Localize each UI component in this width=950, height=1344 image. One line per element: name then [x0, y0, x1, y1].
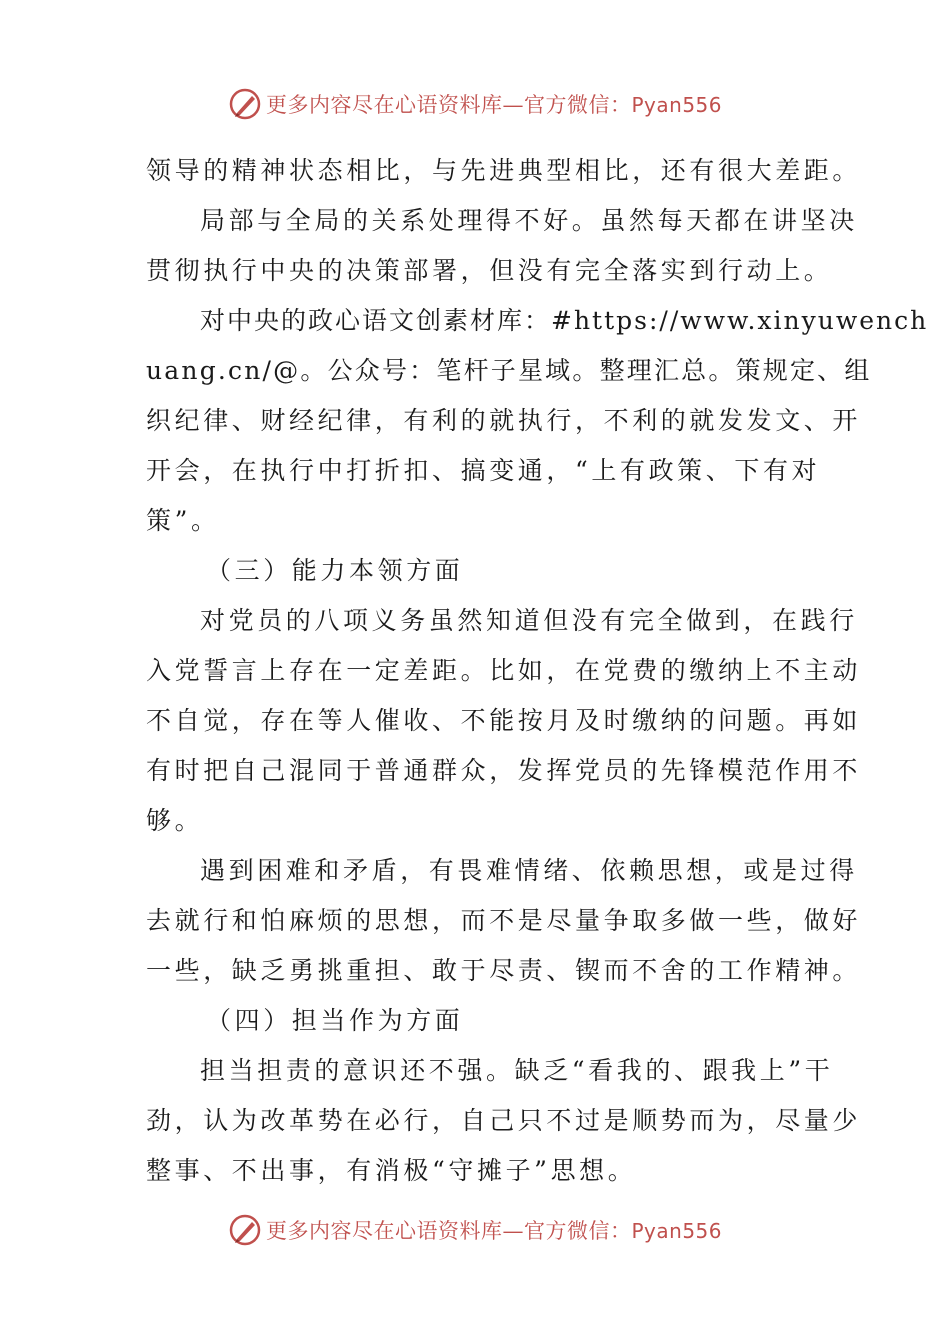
watermark-text: 更多内容尽在心语资料库—官方微信：Pyan556: [265, 93, 722, 117]
paragraph-line: 整事、不出事，有消极“守摊子”思想。: [146, 1156, 637, 1185]
watermark-text: 更多内容尽在心语资料库—官方微信：Pyan556: [265, 1219, 722, 1243]
section-heading: （三）能力本领方面: [206, 556, 464, 585]
paragraph-line: 不自觉，存在等人催收、不能按月及时缴纳的问题。再如: [146, 706, 862, 735]
section-heading: （四）担当作为方面: [206, 1006, 464, 1035]
paragraph-line: 对中央的政心语文创素材库：#https://www.xinyuwench: [200, 306, 929, 335]
paragraph-line: 去就行和怕麻烦的思想，而不是尽量争取多做一些，做好: [146, 906, 862, 935]
pen-logo-icon: [228, 87, 262, 121]
paragraph-line: 开会，在执行中打折扣、搞变通，“上有政策、下有对: [146, 456, 821, 485]
paragraph-line: 劲，认为改革势在必行，自己只不过是顺势而为，尽量少: [146, 1106, 862, 1135]
paragraph-line: 担当担责的意识还不强。缺乏“看我的、跟我上”干: [200, 1056, 834, 1085]
paragraph-line: 对党员的八项义务虽然知道但没有完全做到，在践行: [200, 606, 858, 635]
paragraph-line: 策”。: [146, 506, 220, 535]
header-watermark: [0, 82, 950, 126]
paragraph-line: 织纪律、财经纪律，有利的就执行，不利的就发发文、开: [146, 406, 862, 435]
footer-watermark: [0, 1208, 950, 1252]
paragraph-line: 遇到困难和矛盾，有畏难情绪、依赖思想，或是过得: [200, 856, 858, 885]
paragraph-line: 局部与全局的关系处理得不好。虽然每天都在讲坚决: [200, 206, 858, 235]
document-body: [146, 146, 929, 1196]
paragraph-line: 够。: [146, 806, 204, 835]
paragraph-line: 有时把自己混同于普通群众，发挥党员的先锋模范作用不: [146, 756, 862, 785]
paragraph-line: 一些，缺乏勇挑重担、敢于尽责、锲而不舍的工作精神。: [146, 956, 862, 985]
paragraph-line: 领导的精神状态相比，与先进典型相比，还有很大差距。: [146, 156, 862, 185]
pen-logo-icon: [228, 1213, 262, 1247]
paragraph-line: uang.cn/@。公众号：笔杆子星域。整理汇总。策规定、组: [146, 356, 872, 385]
paragraph-line: 入党誓言上存在一定差距。比如，在党费的缴纳上不主动: [146, 656, 862, 685]
paragraph-line: 贯彻执行中央的决策部署，但没有完全落实到行动上。: [146, 256, 833, 285]
